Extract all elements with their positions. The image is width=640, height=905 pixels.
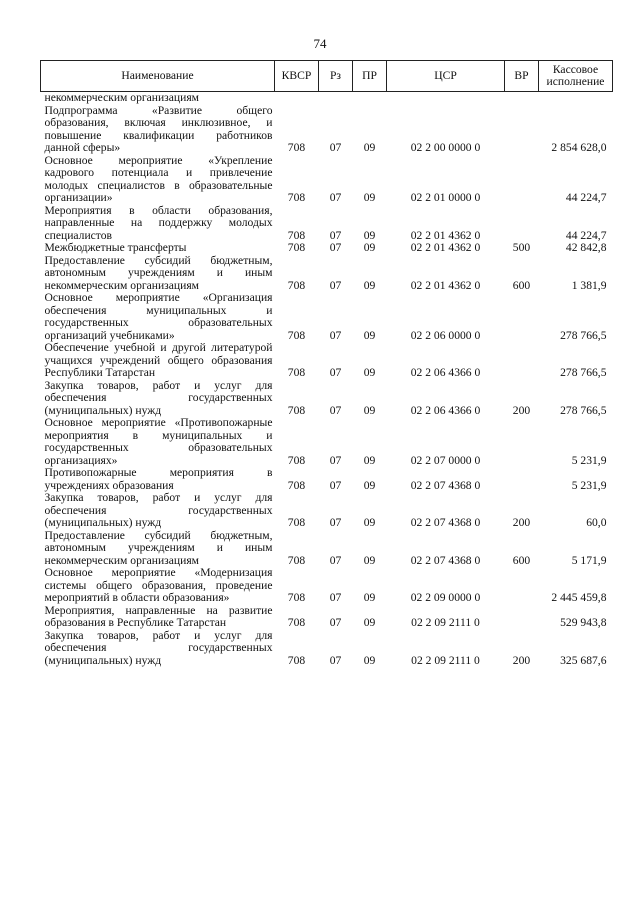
header-csr: ЦСР	[387, 61, 505, 92]
header-rz: Рз	[319, 61, 353, 92]
row-vr	[505, 605, 539, 630]
row-vr	[505, 567, 539, 605]
row-kvsr: 708	[287, 241, 306, 254]
row-name: Предоставление субсидий бюджетным, автономным учреждениям и иным некоммерческим организациям	[44, 253, 273, 292]
row-pr: 09	[363, 653, 376, 667]
row-vr	[505, 92, 539, 105]
row-sum: 278 766,5	[560, 403, 607, 417]
row-vr: 600	[512, 553, 531, 567]
row-sum: 1 381,9	[571, 278, 607, 292]
row-name: Закупка товаров, работ и услуг для обеспечения государственных (муниципальных) нужд	[44, 378, 273, 417]
table-row	[41, 630, 613, 668]
row-csr: 02 2 07 0000 0	[410, 453, 481, 467]
row-sum: 42 842,8	[565, 241, 607, 254]
row-pr: 09	[363, 241, 376, 254]
row-name: Предоставление субсидий бюджетным, автономным учреждениям и иным некоммерческим организациям	[44, 528, 273, 567]
table-row	[41, 92, 613, 105]
row-kvsr: 708	[287, 478, 306, 492]
row-name: Противопожарные мероприятия в учреждениях образования	[44, 466, 273, 492]
row-kvsr: 708	[287, 141, 306, 154]
row-sum: 5 231,9	[571, 478, 607, 492]
header-kvsr: КВСР	[275, 61, 319, 92]
row-rz: 07	[329, 366, 342, 379]
row-kvsr: 708	[287, 403, 306, 417]
row-name: Основное мероприятие «Модернизация системы общего образования, проведение мероприятий в области образования»	[44, 566, 273, 604]
row-kvsr: 708	[287, 191, 306, 204]
row-rz: 07	[329, 616, 342, 629]
row-sum: 5 231,9	[571, 453, 607, 467]
table-row	[41, 467, 613, 492]
row-kvsr: 708	[287, 453, 306, 467]
row-name: Мероприятия в области образования, направленные на поддержку молодых специалистов	[44, 203, 273, 242]
row-name: Межбюджетные трансферты	[44, 241, 187, 254]
table-header	[41, 61, 613, 92]
header-name: Наименование	[41, 61, 275, 92]
row-sum: 2 854 628,0	[551, 141, 607, 154]
table-row	[41, 605, 613, 630]
row-vr	[505, 105, 539, 155]
row-pr: 09	[363, 591, 376, 604]
table-row	[41, 242, 613, 255]
row-sum: 60,0	[586, 516, 607, 529]
table-row	[41, 155, 613, 205]
row-name: Основное мероприятие «Противопожарные мероприятия в муниципальных и государственных образовательных организациях»	[44, 416, 273, 467]
row-rz: 07	[329, 228, 342, 242]
row-csr	[387, 92, 505, 105]
row-kvsr: 708	[287, 366, 306, 379]
row-vr: 600	[512, 278, 531, 292]
row-pr: 09	[363, 366, 376, 379]
table-row	[41, 492, 613, 530]
row-vr	[505, 205, 539, 243]
row-csr: 02 2 06 4366 0	[410, 403, 481, 417]
header-vr: ВР	[505, 61, 539, 92]
table-row	[41, 342, 613, 380]
row-csr: 02 2 07 4368 0	[410, 553, 481, 567]
row-pr: 09	[363, 516, 376, 529]
row-csr: 02 2 07 4368 0	[410, 516, 481, 529]
row-csr: 02 2 01 4362 0	[410, 278, 481, 292]
row-csr: 02 2 01 0000 0	[410, 191, 481, 204]
budget-table	[40, 60, 613, 667]
row-csr: 02 2 06 0000 0	[410, 328, 481, 342]
row-vr	[505, 155, 539, 205]
row-csr: 02 2 09 2111 0	[411, 616, 480, 629]
row-kvsr: 708	[287, 516, 306, 529]
row-kvsr: 708	[287, 553, 306, 567]
table-row	[41, 255, 613, 293]
row-rz: 07	[329, 478, 342, 492]
row-kvsr: 708	[287, 328, 306, 342]
row-vr: 200	[512, 516, 531, 529]
row-csr: 02 2 09 2111 0	[411, 653, 480, 667]
header-pr: ПР	[353, 61, 387, 92]
row-csr: 02 2 00 0000 0	[410, 141, 481, 154]
row-rz: 07	[329, 653, 342, 667]
row-pr	[353, 92, 387, 105]
row-csr: 02 2 07 4368 0	[410, 478, 481, 492]
row-csr: 02 2 01 4362 0	[410, 228, 481, 242]
row-pr: 09	[363, 616, 376, 629]
row-vr	[505, 467, 539, 492]
row-name: Основное мероприятие «Укрепление кадрового потенциала и привлечение молодых специалистов в образовательные организации»	[44, 153, 273, 204]
row-csr: 02 2 06 4366 0	[410, 366, 481, 379]
row-csr: 02 2 09 0000 0	[410, 591, 481, 604]
row-sum: 2 445 459,8	[551, 591, 607, 604]
row-vr: 200	[512, 403, 531, 417]
table-row	[41, 417, 613, 467]
row-rz	[319, 92, 353, 105]
row-sum	[539, 92, 613, 105]
row-pr: 09	[363, 453, 376, 467]
table-body	[41, 92, 613, 668]
row-sum: 325 687,6	[560, 653, 607, 667]
table-row	[41, 105, 613, 155]
row-sum: 529 943,8	[560, 616, 607, 629]
row-rz: 07	[329, 403, 342, 417]
row-name: некоммерческим организациям	[44, 91, 199, 104]
row-kvsr: 708	[287, 591, 306, 604]
row-pr: 09	[363, 191, 376, 204]
row-rz: 07	[329, 278, 342, 292]
table-row	[41, 530, 613, 568]
row-kvsr: 708	[287, 228, 306, 242]
header-sum: Кассовое исполнение	[539, 61, 613, 92]
row-sum: 44 224,7	[565, 228, 607, 242]
row-rz: 07	[329, 453, 342, 467]
table-row	[41, 380, 613, 418]
row-rz: 07	[329, 328, 342, 342]
row-rz: 07	[329, 591, 342, 604]
row-vr: 500	[512, 241, 531, 254]
row-name: Подпрограмма «Развитие общего образования, включая инклюзивное, и повышение квалификации работников данной сферы»	[44, 103, 273, 154]
row-name: Мероприятия, направленные на развитие образования в Республике Татарстан	[44, 603, 273, 629]
row-rz: 07	[329, 141, 342, 154]
row-kvsr: 708	[287, 653, 306, 667]
row-pr: 09	[363, 141, 376, 154]
table-row	[41, 205, 613, 243]
table-row	[41, 567, 613, 605]
row-pr: 09	[363, 553, 376, 567]
row-name: Основное мероприятие «Организация обеспечения муниципальных и государственных образовательных организаций учебниками»	[44, 291, 273, 342]
table-row	[41, 292, 613, 342]
row-rz: 07	[329, 553, 342, 567]
row-pr: 09	[363, 478, 376, 492]
row-pr: 09	[363, 278, 376, 292]
row-rz: 07	[329, 241, 342, 254]
row-sum: 5 171,9	[571, 553, 607, 567]
row-vr: 200	[512, 653, 531, 667]
row-rz: 07	[329, 191, 342, 204]
row-vr	[505, 292, 539, 342]
row-sum: 278 766,5	[560, 366, 607, 379]
row-vr	[505, 417, 539, 467]
row-rz: 07	[329, 516, 342, 529]
row-sum: 44 224,7	[565, 191, 607, 204]
row-kvsr: 708	[287, 278, 306, 292]
row-kvsr	[275, 92, 319, 105]
row-vr	[505, 342, 539, 380]
row-kvsr: 708	[287, 616, 306, 629]
page-number: 74	[313, 36, 327, 51]
row-pr: 09	[363, 328, 376, 342]
row-name: Закупка товаров, работ и услуг для обеспечения государственных (муниципальных) нужд	[44, 491, 273, 529]
row-name: Закупка товаров, работ и услуг для обеспечения государственных (муниципальных) нужд	[44, 628, 273, 667]
row-csr: 02 2 01 4362 0	[410, 241, 481, 254]
row-sum: 278 766,5	[560, 328, 607, 342]
row-name: Обеспечение учебной и другой литературой учащихся учреждений общего образования Республики Татарстан	[44, 341, 273, 379]
row-pr: 09	[363, 403, 376, 417]
row-pr: 09	[363, 228, 376, 242]
